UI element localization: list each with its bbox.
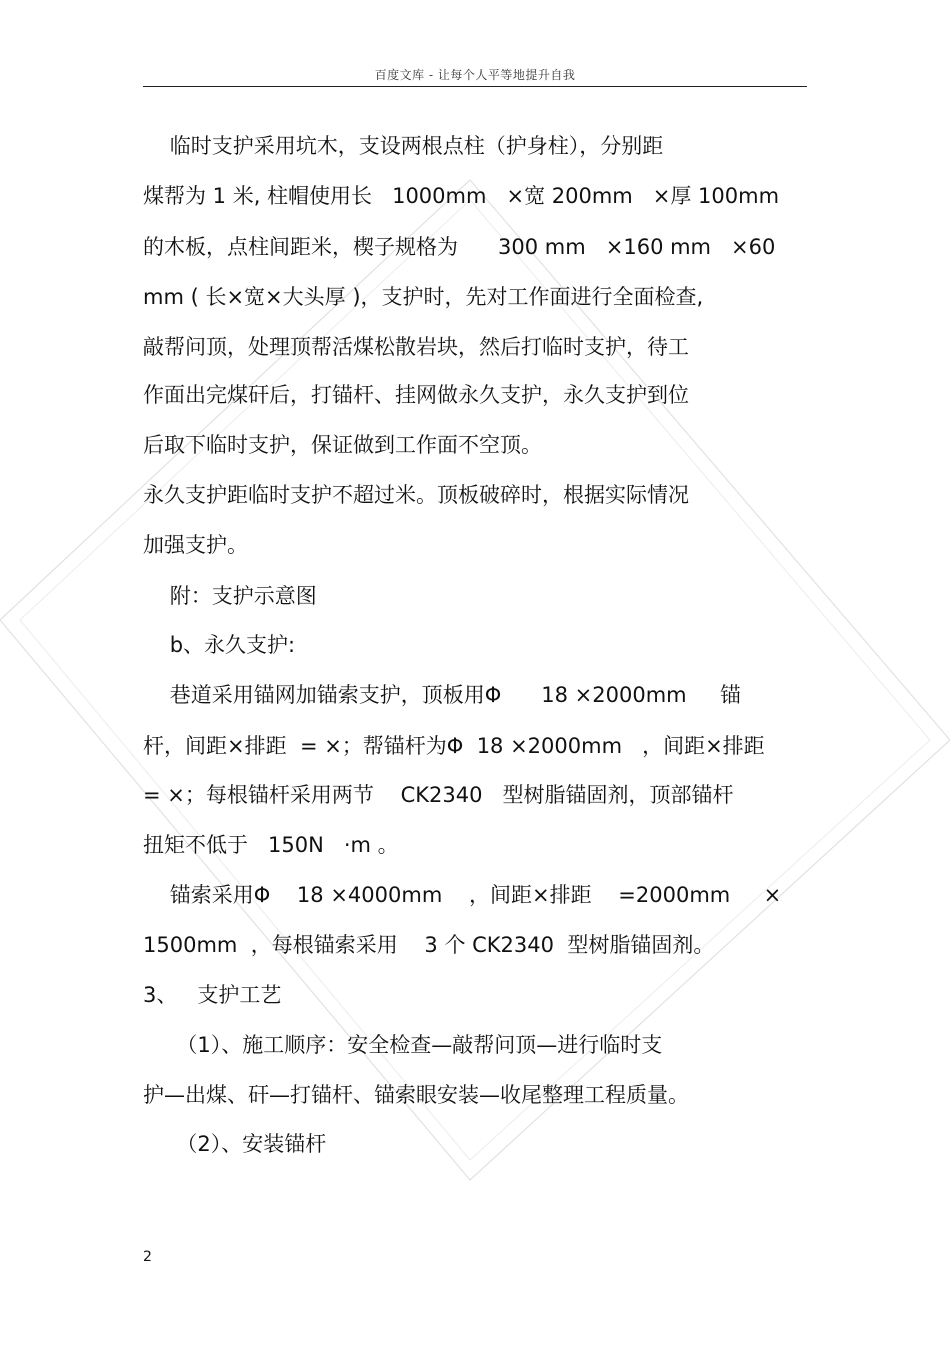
body-line: 锚索采用Φ 18 ×4000mm ，间距×排距 =2000mm × [143,883,782,907]
body-line: 后取下临时支护，保证做到工作面不空顶。 [143,433,542,457]
page-header: 百度文库 - 让每个人平等地提升自我 [374,68,576,82]
body-line: 附：支护示意图 [143,584,317,608]
body-line: （1）、施工顺序：安全检查—敲帮问顶—进行临时支 [143,1033,663,1057]
body-line: 加强支护。 [143,533,248,557]
body-line: b、永久支护: [143,633,296,657]
body-line: 敲帮问顶，处理顶帮活煤松散岩块，然后打临时支护，待工 [143,335,689,359]
header-divider [143,86,807,87]
body-line: 1500mm ，每根锚索采用 3 个 CK2340 型树脂锚固剂。 [143,933,715,957]
body-line: 煤帮为 1 米, 柱帽使用长 1000mm ×宽 200mm ×厚 100mm [143,184,780,208]
body-line: 杆，间距×排距 = ×；帮锚杆为Φ 18 ×2000mm ，间距×排距 [143,734,765,758]
section-heading: 3、 支护工艺 [143,983,282,1007]
body-line: 扭矩不低于 150N ·m 。 [143,833,399,857]
body-line: 作面出完煤矸后，打锚杆、挂网做永久支护，永久支护到位 [143,383,689,407]
body-line: mm ( 长×宽×大头厚 )，支护时，先对工作面进行全面检查, [143,285,704,309]
page-number: 2 [143,1249,152,1265]
body-line: 永久支护距临时支护不超过米。顶板破碎时，根据实际情况 [143,483,689,507]
body-line: 护—出煤、矸—打锚杆、锚索眼安装—收尾整理工程质量。 [143,1083,689,1107]
body-line: （2）、安装锚杆 [143,1132,327,1156]
body-line: 巷道采用锚网加锚索支护，顶板用Φ 18 ×2000mm 锚 [143,683,742,707]
body-line: 的木板，点柱间距米，楔子规格为 300 mm ×160 mm ×60 [143,235,776,259]
body-line: = ×；每根锚杆采用两节 CK2340 型树脂锚固剂，顶部锚杆 [143,783,734,807]
body-line: 临时支护采用坑木，支设两根点柱（护身柱），分别距 [143,134,664,158]
